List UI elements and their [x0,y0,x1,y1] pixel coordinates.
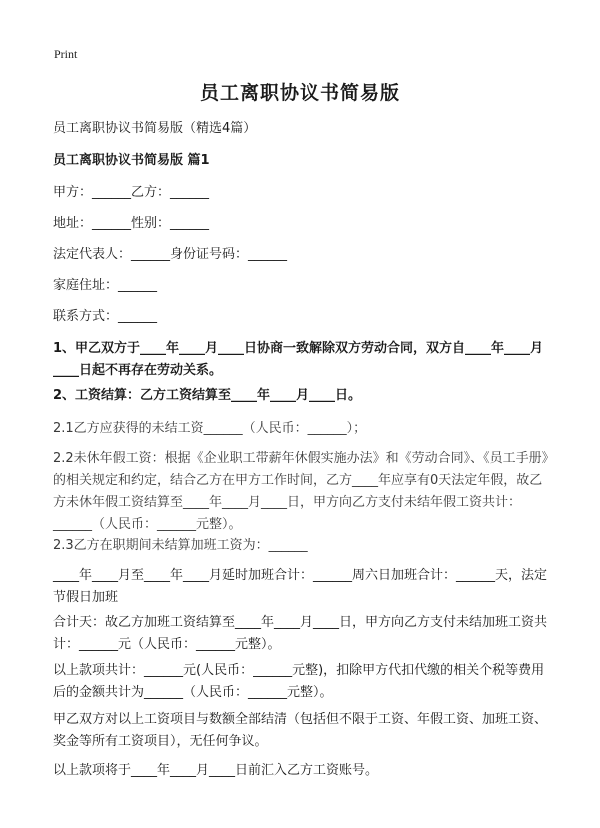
clause-2-3: 2.3乙方在职期间未结算加班工资为：______ [53,538,308,553]
payment-sum: 以上款项共计：______元(人民币：______元整)，扣除甲方代扣代缴的相关个税等费用后的金额共计为______（人民币：______元整）。 [53,663,545,700]
overtime-total: 合计天：故乙方加班工资结算至____年____月____日，甲方向乙方支付未结加班工资共计：______元（人民币：______元整）。 [53,615,548,652]
overtime-summary: ____年____月至____年____月延时加班合计：______周六日加班合计：______天，法定节假日加班 [53,568,548,605]
section-heading: 员工离职协议书简易版 篇1 [53,153,210,168]
clause-2-1: 2.1乙方应获得的未结工资______（人民币：______）； [53,421,367,436]
clause-2: 2、工资结算：乙方工资结算至____年____月____日。 [53,388,362,403]
legal-rep-fields: 法定代表人：______身份证号码：______ [53,247,288,262]
clause-2-2: 2.2未休年假工资：根据《企业职工带薪年休假实施办法》和《劳动合同》、《员工手册》的相关规定和约定，结合乙方在甲方工作时间，乙方____年应享有0天法定年假，故乙方未休年假工资结算至____年____月____日，甲方向乙方支付未结年假工资共计：______（人民币：______元整）。 [53,451,549,532]
party-fields: 甲方：______乙方：______ [53,185,210,200]
document-subtitle: 员工离职协议书简易版（精选4篇） [53,121,257,136]
clause-1: 1、甲乙双方于____年____月____日协商一致解除双方劳动合同，双方自____年____月____日起不再存在劳动关系。 [53,341,544,378]
settlement-statement: 甲乙双方对以上工资项目与数额全部结清（包括但不限于工资、年假工资、加班工资、奖金等所有工资项目），无任何争议。 [53,712,548,749]
remittance-date: 以上款项将于____年____月____日前汇入乙方工资账号。 [53,763,379,778]
print-label[interactable]: Print [54,47,78,61]
document-title: 员工离职协议书简易版 [199,82,400,104]
contact-field: 联系方式：______ [53,309,158,324]
address-fields: 地址：______性别：______ [53,216,210,231]
home-address-field: 家庭住址：______ [53,278,158,293]
